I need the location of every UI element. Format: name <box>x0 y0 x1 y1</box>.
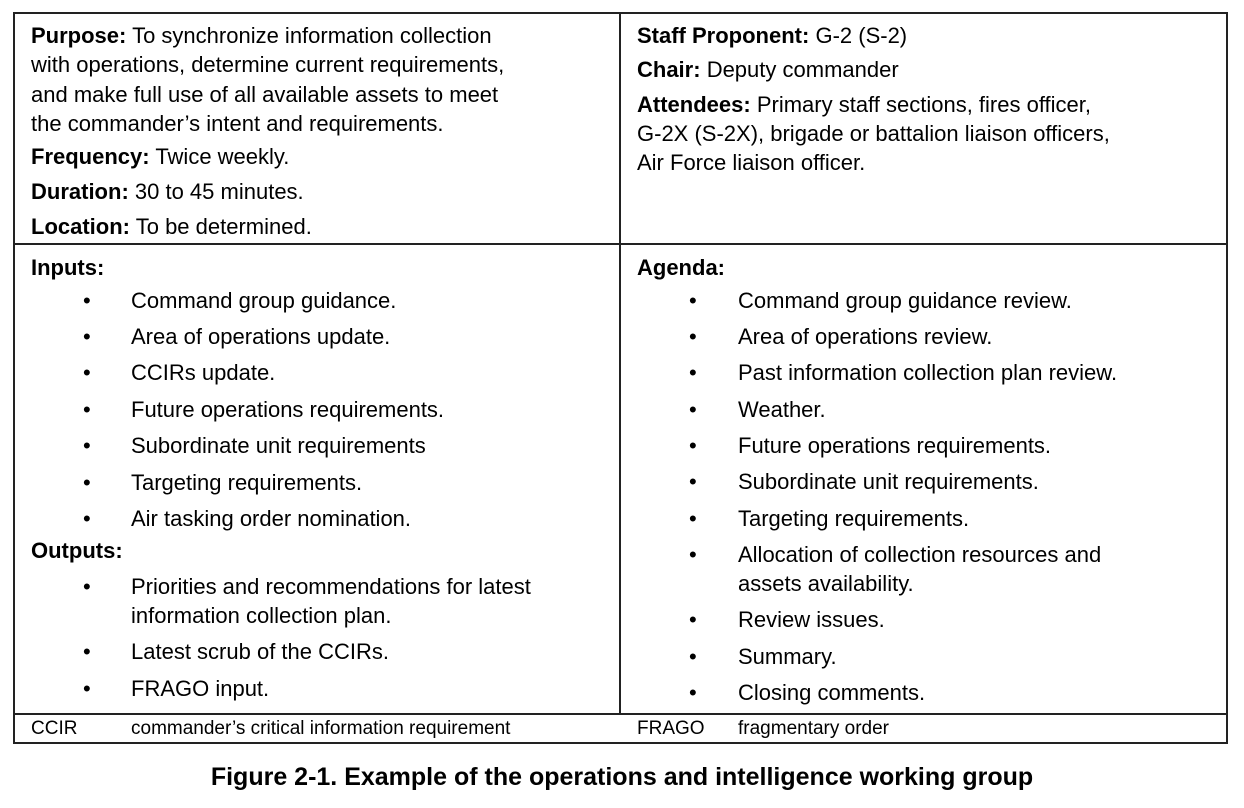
def-ccir: commander’s critical information requirement <box>131 718 511 739</box>
agenda-item: Future operations requirements. <box>738 433 1052 458</box>
duration-value: 30 to 45 minutes. <box>134 179 304 204</box>
agenda-item: Review issues. <box>738 607 885 632</box>
row-divider <box>13 243 1228 245</box>
input-item: Air tasking order nomination. <box>131 506 412 531</box>
agenda-heading: Agenda: <box>637 255 725 280</box>
agenda-item: Area of operations review. <box>738 324 993 349</box>
bullet-icon: • <box>83 574 91 599</box>
bullet-icon: • <box>689 360 697 385</box>
purpose-text: To synchronize information collection <box>132 23 492 48</box>
input-item: Targeting requirements. <box>131 470 363 495</box>
column-divider <box>619 12 621 715</box>
purpose-label: Purpose: <box>31 23 127 48</box>
agenda-item: Past information collection plan review. <box>738 360 1118 385</box>
purpose-text: the commander’s intent and requirements. <box>31 111 444 136</box>
input-item: Future operations requirements. <box>131 397 445 422</box>
chair-line <box>637 57 899 83</box>
purpose-text: with operations, determine current requirements, <box>31 52 505 77</box>
output-item: FRAGO input. <box>131 676 270 701</box>
input-item: Subordinate unit requirements <box>131 433 426 458</box>
bullet-icon: • <box>689 433 697 458</box>
bullet-icon: • <box>83 433 91 458</box>
bullet-icon: • <box>689 469 697 494</box>
input-item: CCIRs update. <box>131 360 276 385</box>
location-label: Location: <box>31 214 130 239</box>
staff-label: Staff Proponent: <box>637 23 810 48</box>
agenda-item: assets availability. <box>738 571 914 596</box>
input-item: Area of operations update. <box>131 324 391 349</box>
duration-label: Duration: <box>31 179 129 204</box>
frequency-value: Twice weekly. <box>155 144 290 169</box>
bullet-icon: • <box>689 288 697 313</box>
bullet-icon: • <box>83 506 91 531</box>
purpose-line <box>31 23 492 49</box>
attendees-text: G-2X (S-2X), brigade or battalion liaison officers, <box>637 121 1110 146</box>
footer-divider <box>13 713 1228 715</box>
def-frago: fragmentary order <box>738 718 890 739</box>
output-item: Priorities and recommendations for latest <box>131 574 531 599</box>
attendees-line <box>637 92 1091 118</box>
staff-value: G-2 (S-2) <box>815 23 908 48</box>
agenda-item: Command group guidance review. <box>738 288 1072 313</box>
bullet-icon: • <box>689 506 697 531</box>
attendees-text: Primary staff sections, fires officer, <box>756 92 1092 117</box>
input-item: Command group guidance. <box>131 288 397 313</box>
chair-label: Chair: <box>637 57 701 82</box>
bullet-icon: • <box>689 607 697 632</box>
attendees-text: Air Force liaison officer. <box>637 150 866 175</box>
bullet-icon: • <box>83 324 91 349</box>
agenda-item: Subordinate unit requirements. <box>738 469 1039 494</box>
location-value: To be determined. <box>135 214 312 239</box>
bullet-icon: • <box>689 680 697 705</box>
bullet-icon: • <box>83 676 91 701</box>
chair-value: Deputy commander <box>706 57 899 82</box>
frequency-line <box>31 144 289 170</box>
output-item: Latest scrub of the CCIRs. <box>131 639 389 664</box>
bullet-icon: • <box>689 542 697 567</box>
inputs-heading: Inputs: <box>31 255 105 280</box>
purpose-text: and make full use of all available assets to meet <box>31 82 499 107</box>
bullet-icon: • <box>689 644 697 669</box>
output-item: information collection plan. <box>131 603 392 628</box>
location-line <box>31 214 312 240</box>
bullet-icon: • <box>689 324 697 349</box>
attendees-label: Attendees: <box>637 92 751 117</box>
bullet-icon: • <box>83 470 91 495</box>
agenda-item: Summary. <box>738 644 837 669</box>
agenda-item: Closing comments. <box>738 680 926 705</box>
figure-caption: Figure 2-1. Example of the operations and intelligence working group <box>210 763 1034 791</box>
bullet-icon: • <box>83 288 91 313</box>
agenda-item: Weather. <box>738 397 826 422</box>
outputs-heading: Outputs: <box>31 538 123 563</box>
frequency-label: Frequency: <box>31 144 150 169</box>
bullet-icon: • <box>689 397 697 422</box>
bullet-icon: • <box>83 360 91 385</box>
agenda-item: Targeting requirements. <box>738 506 970 531</box>
abbr-ccir: CCIR <box>31 718 78 739</box>
bullet-icon: • <box>83 639 91 664</box>
staff-line <box>637 23 907 49</box>
duration-line <box>31 179 304 205</box>
agenda-item: Allocation of collection resources and <box>738 542 1102 567</box>
bullet-icon: • <box>83 397 91 422</box>
abbr-frago: FRAGO <box>637 718 705 739</box>
